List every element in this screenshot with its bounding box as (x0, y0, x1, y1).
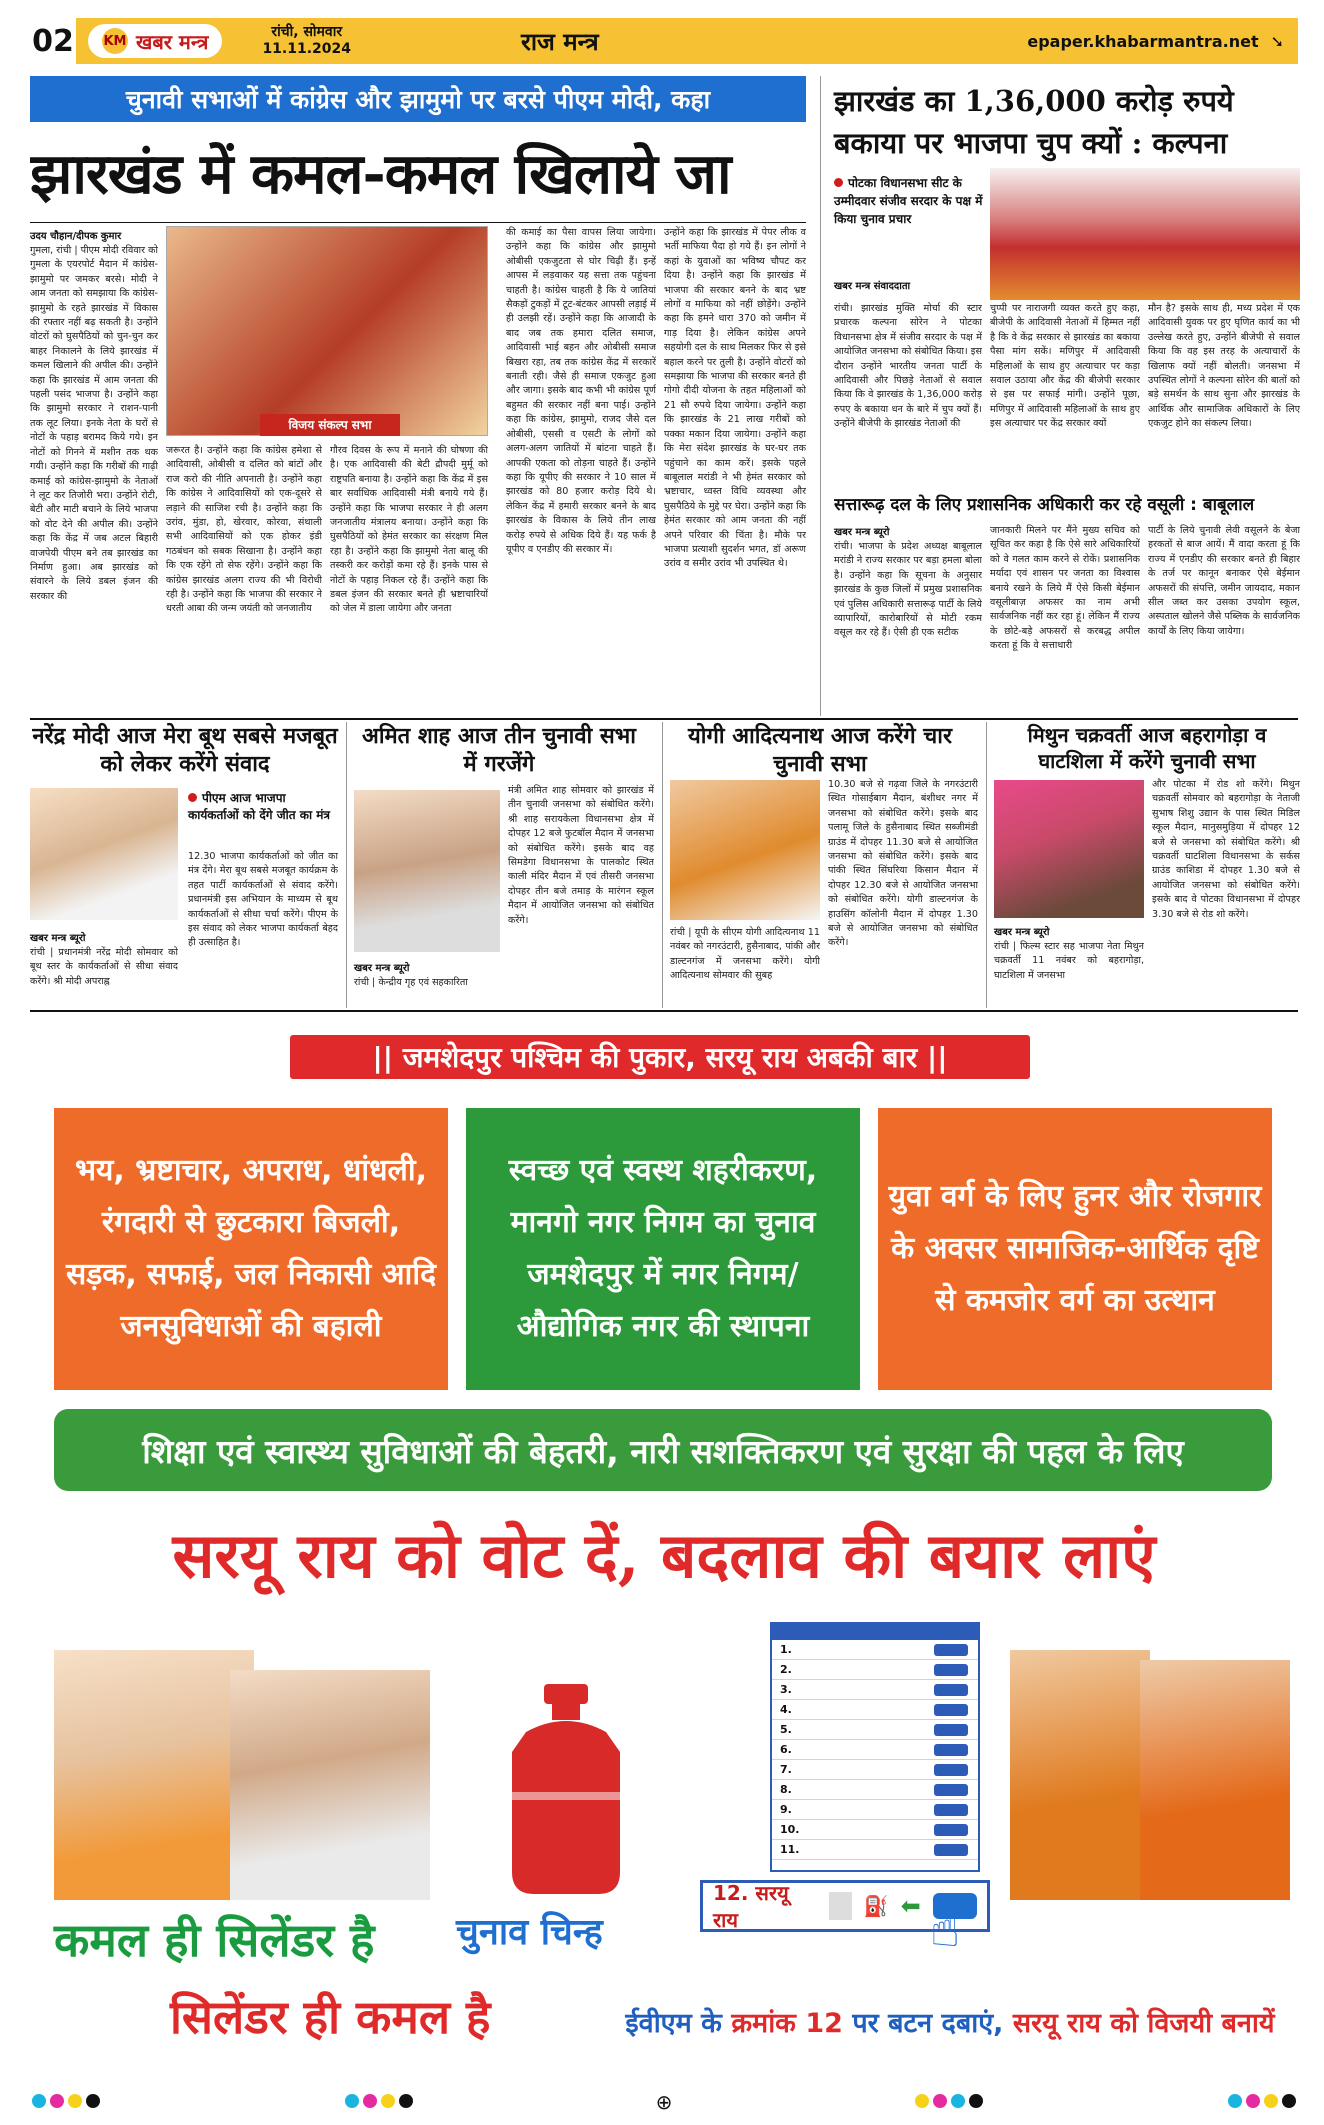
evm-row[interactable]: 5. (772, 1720, 978, 1740)
logo-text: खबर मन्त्र (136, 29, 209, 54)
modi-booth-headline: नरेंद्र मोदी आज मेरा बूथ सबसे मजबूत को लेकर करेंगे संवाद (32, 723, 338, 777)
registration-dots (343, 2093, 415, 2112)
evm-button[interactable] (934, 1804, 968, 1816)
crosshair-icon: ⊕ (655, 2090, 673, 2114)
shah-column-1: रांची | केन्द्रीय गृह एवं सहकारिता (354, 977, 468, 988)
modi-ad-photo (54, 1650, 254, 1900)
evm-button[interactable] (934, 1744, 968, 1756)
yogi-column-2: 10.30 बजे से गढ़वा जिले के नगरउंटारी स्थित गोसाईबाग मैदान, बंशीधर नगर में जनसभा को संबोधित करेंगे। इसके बाद पलामू जिले के हुसैनाबाद स्थित सब्जीमंडी ग्राउंड में दोपहर 11.30 बजे से आयोजित जनसभा को संबोधित करेंगे। इसके बाद पांकी स्थित सिंघरिया किसान मैदान में दोपहर 12.30 बजे से आयोजित जनसभा को संबोधित करेंगे। योगी डाल्टनगंज के हाउसिंग कॉलोनी मैदान में दोपहर 1.30 बजे से आयोजित जनसभा को संबोधित करेंगे। (828, 779, 978, 949)
column-divider (986, 722, 987, 1008)
pointing-hand-icon: ☝ (930, 1900, 961, 1958)
lead-byline: उदय चौहान/दीपक कुमार (30, 231, 122, 242)
evm-header (772, 1624, 978, 1640)
mithun-portrait (994, 780, 1144, 918)
column-divider (820, 76, 821, 716)
gas-cylinder-icon (486, 1682, 646, 1902)
evm-button[interactable] (934, 1784, 968, 1796)
shah-column-2: मंत्री अमित शाह सोमवार को झारखंड में तीन चुनावी जनसभा को संबोधित करेंगे। श्री शाह सरायकेला विधानसभा क्षेत्र में दोपहर 12 बजे फुटबॉल मैदान में जनसभा को संबोधित करेंगे। इसके बाद वह सिमडेगा विधानसभा के पालकोट स्थित काली मंदिर मैदान में एवं तीसरी जनसभा दोपहर तीन बजे तमाड़ के मारंगन स्कूल मैदान में आयोजित जनसभा को संबोधित करेंगे। (508, 785, 654, 926)
lead-headline: झारखंड में कमल-कमल खिलाये जा (30, 141, 731, 207)
mithun-byline: खबर मन्त्र ब्यूरो (994, 927, 1050, 938)
ad-box-3: युवा वर्ग के लिए हुनर और रोजगार के अवसर सामाजिक-आर्थिक दृष्टि से कमजोर वर्ग का उत्थान (878, 1108, 1272, 1390)
modi-portrait (30, 788, 178, 920)
lead-kicker: चुनावी सभाओं में कांग्रेस और झामुमो पर बरसे पीएम मोदी, कहा (30, 76, 806, 122)
registration-dots-left (30, 2093, 102, 2112)
kalpana-column-1: रांची। झारखंड मुक्ति मोर्चा की स्टार प्रचारक कल्पना सोरेन ने पोटका विधानसभा क्षेत्र में संजीव सरदार के पक्ष में आयोजित जनसभा को संबोधित किया। इस दौरान उन्होंने भारतीय जनता पार्टी के आदिवासी और पिछड़े नेताओं से सवाल किया कि वे झारखंड के 1,36,000 करोड़ रुपए के बकाया धन के बारे में चुप क्यों हैं। उन्होंने बीजेपी के झारखंड नेताओं की (834, 303, 982, 430)
page-header (30, 18, 1298, 64)
site-link[interactable]: epaper.khabarmantra.net (1027, 31, 1259, 51)
evm-machine (770, 1622, 980, 1872)
cursor-icon: ➘ (1270, 31, 1284, 51)
lead-column-2: जरूरत है। उन्होंने कहा कि कांग्रेस हमेशा से आदिवासी, ओबीसी व दलित को बांटों और राज करो की नीति अपनाती है। उन्होंने कहा कि कांग्रेस ने आदिवासियों को एक-दूसरे से लड़ाने की साजिश रची है। उन्होंने कहा कि उरांव, मुंडा, हो, खेरवार, कोरवा, संथाली सभी आदिवासियों को एक होकर इंडी गठबंधन को सबक सिखाना है। उन्होंने कहा कि एक रहेंगे तो सेफ रहेंगे। उन्होंने कहा कि कांग्रेस झारखंड अलग राज्य की भी विरोधी रही है। उन्होंने कहा कि भाजपा की सरकार ने धरती आबा की जन्म जयंती को जनजातीय (166, 445, 322, 615)
slogan-lotus-cylinder: कमल ही सिलेंडर है (54, 1913, 375, 1967)
dateline (262, 24, 351, 58)
section-divider (30, 1010, 1298, 1012)
kalpana-byline: खबर मन्त्र संवाददाता (834, 281, 911, 292)
evm-button[interactable] (934, 1644, 968, 1656)
kalpana-column-2: चुप्पी पर नाराजगी व्यक्त करते हुए कहा, बीजेपी के आदिवासी नेताओं में हिम्मत नहीं है कि वे केंद्र सरकार से झारखंड का बकाया पैसा मांग सकें। मणिपुर में आदिवासी महिलाओं के साथ हुए अत्याचार पर कड़ा सवाल उठाया और केंद्र की बीजेपी सरकार से इस पर सफाई मांगी। उन्होंने पूछा, मणिपुर में आदिवासी महिलाओं के साथ हुए इस अत्याचार पर केंद्र सरकार क्यों (990, 303, 1140, 430)
kalpana-column-3: मौन है? इसके साथ ही, मध्य प्रदेश में एक आदिवासी युवक पर हुए घृणित कार्य का भी उल्लेख करते हुए, उन्होंने बीजेपी से सवाल किया कि वह इस तरह के अत्याचारों के खिलाफ क्यों नहीं बोलती। जनसभा में उपस्थित लोगों ने कल्पना सोरेन की बातों को बड़े समर्थन के साथ सुना और झारखंड के आर्थिक और सामाजिक अधिकारों के लिए एकजुट होने का संकल्प लिया। (1148, 303, 1300, 430)
lead-column-5: उन्होंने कहा कि झारखंड में पेपर लीक व भर्ती माफिया पैदा हो गये हैं। इन लोगों ने कहां के युवाओं का भविष्य चौपट कर दिया है। उन्होंने कहा कि झारखंड में भाजपा की सरकार बनने के बाद भ्रष्ट लोगों व माफिया को नहीं छोड़ेंगे। उन्होंने कहा कि हमने धारा 370 को जमीन में गाड़ दिया है। लेकिन कांग्रेस अपने सहयोगी दल के साथ मिलकर फिर से इसे बहाल करने पर तुली है। उन्होंने वोटरों को समझाया कि भाजपा की सरकार बनते ही गोगो दीदी योजना के तहत महिलाओं को 21 सौ रुपये दिया जायेगा। उन्होंने कहा कि झारखंड के 21 लाख गरीबों को पक्का मकान दिया जायेगा। उन्होंने कहा कि मेरा संदेश झारखंड के घर-घर तक पहुंचाने का काम करें। इसके पहले बाबूलाल मरांडी ने भी हेमंत सरकार को भ्रष्टाचार, ध्वस्त विधि व्यवस्था और घुसपैठिये के मुद्दे पर घेरा। उन्होंने कहा कि हेमंत सरकार को आम जनता की नहीं अपने परिवार की चिंता है। मौके पर भाजपा प्रत्याशी सुदर्शन भगत, डॉ अरूण उरांव व समीर उरांव भी उपस्थित थे। (664, 227, 806, 570)
shah-headline: अमित शाह आज तीन चुनावी सभा में गरजेंगे (362, 723, 636, 777)
babulal-column-3: पार्टी के लिये चुनावी लेवी वसूलने के बेजा हरकतों से बाज आयें। मैं वादा करता हूं कि राज्य में एनडीए की सरकार बनते ही बिहार के तर्ज पर कानून बनाकर ऐसे बेईमान अफसरों की संपत्ति, जमीन जायदाद, मकान सील जब्त कर उसका उपयोग स्कूल, अस्पताल खोलने जैसे पब्लिक के सार्वजनिक कार्यों के लिए किया जायेगा। (1148, 525, 1300, 637)
evm-button[interactable] (934, 1824, 968, 1836)
kalpana-subhead: पोटका विधानसभा सीट के उम्मीदवार संजीव सरदार के पक्ष में किया चुनाव प्रचार (834, 176, 983, 226)
evm-button[interactable] (934, 1724, 968, 1736)
column-divider (662, 722, 663, 1008)
slogan-cylinder-lotus: सिलेंडर ही कमल है (170, 1990, 491, 2044)
photo-banner: विजय संकल्प सभा (260, 414, 400, 436)
cylinder-small-icon: ⛽ (863, 1894, 889, 1918)
evm-instruction: ईवीएम के क्रमांक 12 पर बटन दबाएं, सरयू राय को विजयी बनायें (625, 2008, 1275, 2039)
modi-booth-column-2: 12.30 भाजपा कार्यकर्ताओं को जीत का मंत्र देंगे। मेरा बूथ सबसे मजबूत कार्यक्रम के तहत पार्टी कार्यकर्ताओं से संवाद करेंगे। प्रधानमंत्री इस अभियान के माध्यम से बूथ कार्यकर्ताओं से सीधा चर्चा करेंगे। पीएम के इस संवाद को लेकर भाजपा कार्यकर्ता बेहद ही उत्साहित है। (188, 851, 338, 949)
logo-mark-icon: KM (102, 28, 128, 54)
evm-row[interactable]: 11. (772, 1840, 978, 1860)
evm-row[interactable]: 9. (772, 1800, 978, 1820)
candidate-photo-icon (829, 1892, 852, 1920)
yogi-portrait (670, 780, 820, 920)
date: 11.11.2024 (262, 41, 352, 57)
evm-row[interactable]: 6. (772, 1740, 978, 1760)
modi-rally-photo (166, 226, 488, 436)
registration-dots-right (1226, 2093, 1298, 2112)
page-number: 02 (30, 18, 76, 64)
ad-box-2: स्वच्छ एवं स्वस्थ शहरीकरण, मानगो नगर निगम का चुनाव जमशेदपुर में नगर निगम/ औद्योगिक नगर की स्थापना (466, 1108, 860, 1390)
mithun-column-1: रांची | फिल्म स्टार सह भाजपा नेता मिथुन चक्रवर्ती 11 नवंबर को बहरागोड़ा, घाटशिला में जनसभा (994, 941, 1144, 981)
babulal-column-1: रांची। भाजपा के प्रदेश अध्यक्ष बाबूलाल मरांडी ने राज्य सरकार पर बड़ा हमला बोला है। उन्होंने कहा कि सूचना के अनुसार झारखंड के कुछ जिलों में प्रमुख प्रशासनिक एवं पुलिस अधिकारी सत्तारूढ़ पार्टी के लिये व्यापारियों, कारोबारियों से मोटी रकम वसूल कर रहे हैं। ऐसी ही एक सटीक (834, 541, 982, 639)
evm-row[interactable]: 1. (772, 1640, 978, 1660)
newspaper-logo[interactable] (88, 24, 222, 58)
section-title: राज मन्त्र (521, 27, 599, 56)
registration-dots (913, 2093, 985, 2112)
modi-booth-byline: खबर मन्त्र ब्यूरो (30, 933, 86, 944)
ad-headline: सरयू राय को वोट दें, बदलाव की बयार लाएं (172, 1519, 1156, 1592)
mithun-headline: मिथुन चक्रवर्ती आज बहरागोड़ा व घाटशिला में करेंगे चुनावी सभा (1027, 723, 1267, 773)
date-city: रांची, सोमवार (271, 24, 343, 40)
evm-button[interactable] (934, 1684, 968, 1696)
evm-row[interactable]: 2. (772, 1660, 978, 1680)
ad-green-strip: शिक्षा एवं स्वास्थ्य सुविधाओं की बेहतरी, नारी सशक्तिकरण एवं सुरक्षा की पहल के लिए (54, 1409, 1272, 1491)
evm-row[interactable]: 10. (772, 1820, 978, 1840)
evm-row[interactable]: 7. (772, 1760, 978, 1780)
babulal-byline: खबर मन्त्र ब्यूरो (834, 527, 890, 538)
kalpana-headline: झारखंड का 1,36,000 करोड़ रुपये बकाया पर भाजपा चुप क्यों : कल्पना (834, 84, 1234, 160)
rally-crowd-photo (990, 168, 1300, 300)
ad-top-banner: || जमशेदपुर पश्चिम की पुकार, सरयू राय अबकी बार || (290, 1035, 1030, 1079)
evm-button[interactable] (934, 1704, 968, 1716)
column-divider (346, 722, 347, 1008)
evm-row[interactable]: 4. (772, 1700, 978, 1720)
yogi-headline: योगी आदित्यनाथ आज करेंगे चार चुनावी सभा (688, 723, 952, 777)
modi-booth-subhead: पीएम आज भाजपा कार्यकर्ताओं को देंगे जीत का मंत्र (188, 790, 338, 824)
modi-booth-column-1: रांची | प्रधानमंत्री नरेंद्र मोदी सोमवार को बूथ स्तर के कार्यकर्ताओं से सीधा संवाद करेंगे। श्री मोदी अपराह्न (30, 947, 178, 987)
amit-shah-portrait (354, 790, 500, 952)
babulal-column-2: जानकारी मिलने पर मैंने मुख्य सचिव को सूचित कर कहा है कि ऐसे सारे अधिकारियों को वे गलत काम करने से रोकें। प्रशासनिक मर्यादा एवं शासन पर जनता का विश्वास बनाये रखने के लिये मैं ऐसे किसी बेईमान वसूलीबाज़ अफसर का नाम अभी सार्वजनिक नहीं कर रहा हूं। लेकिन मैं राज्य के छोटे-बड़े अफसरों से करबद्ध अपील करता हूं कि वे सत्ताधारी (990, 525, 1140, 652)
evm-row[interactable]: 8. (772, 1780, 978, 1800)
shah-byline: खबर मन्त्र ब्यूरो (354, 963, 410, 974)
election-symbol-label: चुनाव चिन्ह (456, 1911, 603, 1953)
mithun-column-2: और पोटका में रोड शो करेंगे। मिथुन चक्रवर्ती सोमवार को बहरागोड़ा के नेताजी सुभाष शिशु उद्यान के पास स्थित मिडिल स्कूल मैदान, मानुसमुड़िया में दोपहर 12 बजे से जनसभा को संबोधित करेंगे। श्री चक्रवर्ती घाटशिला विधानसभा के सर्कस ग्राउंड काशिडा में दोपहर 1.30 बजे से आयोजित जनसभा को संबोधित करेंगे। इसके बाद वे पोटका विधानसभा में दोपहर 3.30 बजे से रोड शो करेंगे। (1152, 779, 1300, 920)
evm-button[interactable] (934, 1664, 968, 1676)
yogi-column-1: रांची | यूपी के सीएम योगी आदित्यनाथ 11 नवंबर को नगरउंटारी, हुसैनाबाद, पांकी और डाल्टनगंज में जनसभा करेंगे। योगी आदित्यनाथ सोमवार की सुबह (670, 927, 820, 982)
lead-column-4: की कमाई का पैसा वापस लिया जायेगा। उन्होंने कहा कि कांग्रेस और झामुमो ओबीसी एकजुटता से घोर चिढ़ी हैं। इन्हें आपस में लड़वाकर यह सत्ता तक पहुंचना चाहती है। कांग्रेस चाहती है कि ये जातियां सैकड़ों टुकड़ों में टूट-बंटकर आपसी लड़ाई में ही उलझी रहें। उन्होंने कहा कि आजादी के बाद जब तक हमारा दलित समाज, आदिवासी भाई बहन और ओबीसी समाज बिखरा रहा, तब तक कांग्रेस केंद्र में सरकारें बनाती रही। जैसे ही समाज एकजुट हुआ और जागा। इसके बाद कभी भी कांग्रेस पूर्ण बहुमत की सरकार नहीं बना पाई। उन्होंने कहा कि कांग्रेस, झामुमो, राजद जैसे दल ओबीसी, एससी व एसटी के लोगों को अलग-अलग जातियों में बांटना चाहते हैं। आपकी एकता को तोड़ना चाहते हैं। उन्होंने कहा कि यूपीए की सरकार ने 10 साल में झारखंड को 80 हजार करोड़ दिये थे। लेकिन केंद्र में हमारी सरकार बनने के बाद झारखंड के विकास के लिये तीन लाख करोड़ रुपये से अधिक दिये हैं। यह फर्क है यूपीए व एनडीए की सरकार में। (506, 227, 656, 555)
saryu-rai-ad-photo (1140, 1660, 1290, 1900)
divider (30, 222, 806, 223)
lead-column-3: गौरव दिवस के रूप में मनाने की घोषणा की है। एक आदिवासी की बेटी द्रौपदी मुर्मू को राष्ट्रपति बनाया है। उन्होंने कहा कि केंद्र में इस बार सर्वाधिक आदिवासी मंत्री बनाये गये हैं। उन्होंने कहा कि भाजपा सरकार ने ही अलग जनजातीय मंत्रालय बनाया। उन्होंने कहा कि घुसपैठियों को हेमंत सरकार का संरक्षण मिल रहा है। उन्होंने कहा कि झामुमो नेता बालू की तस्करी कर करोड़ों कमा रहे हैं। इनके पास से नोटों के पहाड़ निकल रहे हैं। उन्होंने कहा कि डबल इंजन की सरकार बनते ही भ्रष्टाचारियों को जेल में डाला जायेगा और जनता (330, 445, 488, 615)
arrow-left-icon: ⬅ (900, 1892, 921, 1920)
yogi-ad-photo (1010, 1650, 1150, 1900)
babulal-headline: सत्तारूढ़ दल के लिए प्रशासनिक अधिकारी कर रहे वसूली : बाबूलाल (834, 495, 1255, 515)
candidate-label: 12. सरयू राय (713, 1881, 789, 1932)
evm-button[interactable] (934, 1844, 968, 1856)
lead-column-1: गुमला, रांची | पीएम मोदी रविवार को गुमला के एयरपोर्ट मैदान में कांग्रेस-झामुमो पर जमकर बरसे। मोदी ने आम जनता को समझाया कि कांग्रेस-झामुमो के रहते झारखंड में विकास की रफ्तार नहीं बढ़ सकती है। उन्होंने वोटरों को घुसपैठियों को चुन-चुन कर बाहर निकालने के लिये झारखंड में कमल खिलाने की अपील की। उन्होंने कहा कि झारखंड में आम जनता की पहली पसंद भाजपा है। उन्होंने कहा कि झामुमो सरकार ने राशन-पानी तक लूट लिया। इनके नेता के घरों से नोटों के पहाड़ बरामद किये गये। इन नोटों को गिनने में मशीन तक थक गयी। उन्होंने कहा कि गरीबों की गाढ़ी कमाई को कांग्रेस-झामुमो के नेताओं ने लूट कर तिजोरी भरा। उन्होंने रोटी, बेटी और माटी बचाने के लिये भाजपा को वोट देने की अपील की। उन्होंने कहा कि केंद्र में जब अटल बिहारी वाजपेयी पीएम बने तब झारखंड का निर्माण हुआ। अब झारखंड को संवारने के लिये डबल इंजन की सरकार की (30, 245, 158, 602)
section-divider (30, 718, 1298, 720)
print-registration-marks (30, 2090, 1298, 2114)
evm-row[interactable]: 3. (772, 1680, 978, 1700)
ad-box-1: भय, भ्रष्टाचार, अपराध, धांधली, रंगदारी से छुटकारा बिजली, सड़क, सफाई, जल निकासी आदि जनसुविधाओं की बहाली (54, 1108, 448, 1390)
evm-button[interactable] (934, 1764, 968, 1776)
nitish-ad-photo (230, 1670, 430, 1900)
